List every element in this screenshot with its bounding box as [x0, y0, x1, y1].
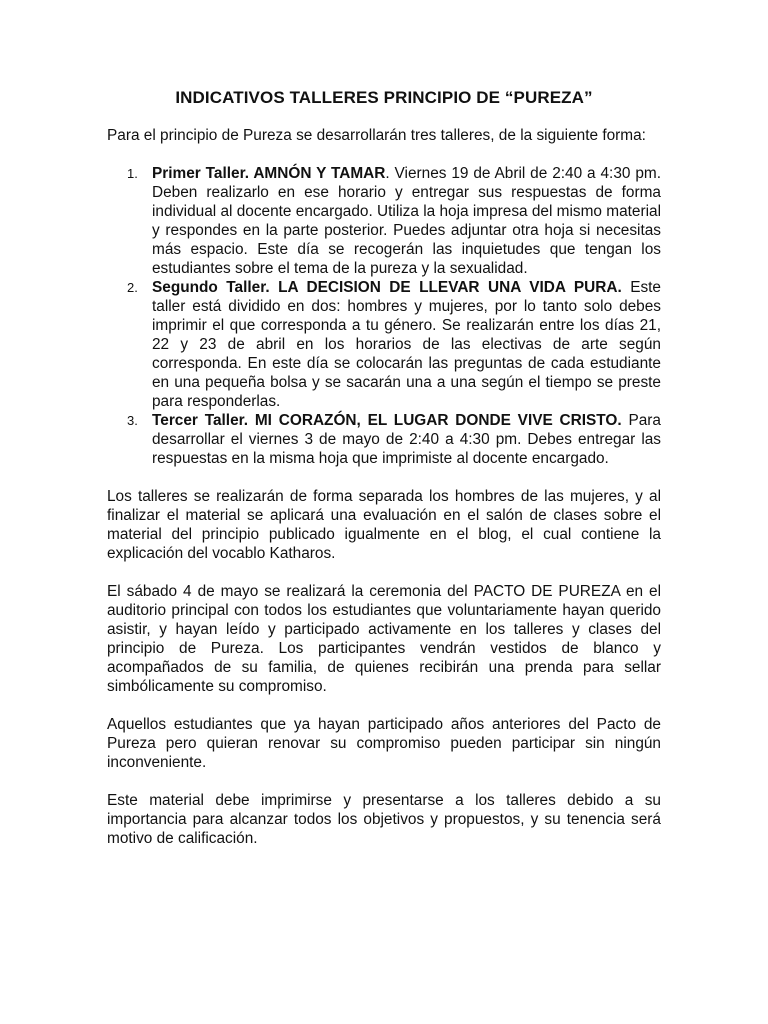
list-item: [107, 278, 661, 411]
workshop-description: . Viernes 19 de Abril de 2:40 a 4:30 pm. Deben realizarlo en ese horario y entregar sus respuestas de forma individual al docente encargado. Utiliza la hoja impresa del mismo material y respondes en la parte posterior. Puedes adjuntar otra hoja si necesitas más espacio. Este día se recogerán las inquietudes que tengan los estudiantes sobre el tema de la pureza y la sexualidad.: [152, 165, 662, 277]
body-paragraph-renewal: Aquellos estudiantes que ya hayan participado años anteriores del Pacto de Pureza pero quieran renovar su compromiso pueden participar sin ningún inconveniente.: [107, 716, 661, 771]
workshop-description: Para desarrollar el viernes 3 de mayo de 2:40 a 4:30 pm. Debes entregar las respuestas en la misma hoja que imprimiste al docente encargado.: [152, 412, 661, 467]
list-item-number: 1.: [127, 166, 138, 181]
workshop-list: [107, 164, 661, 468]
list-item-number: 2.: [127, 280, 138, 295]
workshop-title: Primer Taller. AMNÓN Y TAMAR: [152, 165, 386, 182]
list-item: [107, 411, 661, 468]
workshop-description: Este taller está dividido en dos: hombres y mujeres, por lo tanto solo debes imprimir el que corresponda a tu género. Se realizarán entre los días 21, 22 y 23 de abril en los horarios de las electivas de arte según corresponda. En este día se colocarán las preguntas de cada estudiante en una pequeña bolsa y se sacarán una a una según el tiempo se preste para responderlas.: [152, 279, 661, 410]
workshop-title: Segundo Taller. LA DECISION DE LLEVAR UNA VIDA PURA.: [152, 279, 622, 296]
document-title: INDICATIVOS TALLERES PRINCIPIO DE “PUREZA”: [175, 88, 593, 107]
body-paragraph-separation: Los talleres se realizarán de forma separada los hombres de las mujeres, y al finalizar el material se aplicará una evaluación en el salón de clases sobre el material del principio publicado igualmente en el blog, el cual contiene la explicación del vocablo Katharos.: [107, 488, 661, 562]
body-paragraph-grading: Este material debe imprimirse y presentarse a los talleres debido a su importancia para alcanzar todos los objetivos y propuestos, y su tenencia será motivo de calificación.: [107, 792, 661, 847]
body-paragraph-ceremony: El sábado 4 de mayo se realizará la ceremonia del PACTO DE PUREZA en el auditorio principal con todos los estudiantes que voluntariamente hayan querido asistir, y hayan leído y participado activamente en los talleres y clases del principio de Pureza. Los participantes vendrán vestidos de blanco y acompañados de su familia, de quienes recibirán una prenda para sellar simbólicamente su compromiso.: [107, 583, 661, 695]
workshop-title: Tercer Taller. MI CORAZÓN, EL LUGAR DONDE VIVE CRISTO.: [152, 412, 622, 429]
list-item-number: 3.: [127, 413, 138, 428]
intro-paragraph: Para el principio de Pureza se desarrollarán tres talleres, de la siguiente forma:: [107, 127, 646, 144]
list-item: [107, 164, 661, 278]
